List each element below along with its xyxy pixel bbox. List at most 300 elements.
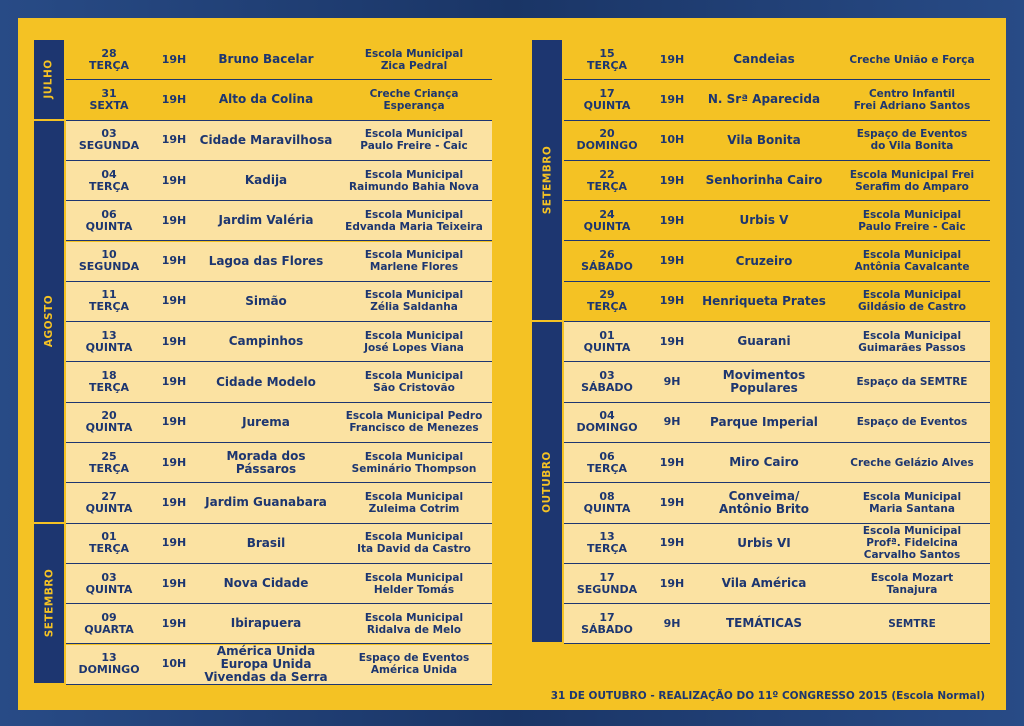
schedule-row	[66, 322, 492, 362]
venue-line: Escola Municipal	[364, 249, 464, 262]
day-number: 03	[599, 369, 615, 383]
schedule-row	[66, 645, 492, 685]
venue-line: Zica Pedral	[380, 59, 448, 72]
schedule-row	[564, 483, 990, 523]
schedule-row	[564, 362, 990, 402]
location-cell	[196, 161, 336, 200]
date-cell	[564, 242, 650, 281]
day-number: 28	[101, 46, 117, 60]
venue-line: Helder Tomás	[373, 583, 455, 596]
location-name: América Unida	[216, 643, 316, 658]
location-cell	[196, 403, 336, 442]
venue-cell	[834, 80, 990, 119]
weekday: TERÇA	[586, 300, 628, 314]
schedule-row	[564, 564, 990, 604]
date-cell	[66, 564, 152, 603]
time: 19H	[659, 294, 685, 308]
weekday: TERÇA	[88, 542, 130, 556]
location-cell	[694, 403, 834, 442]
venue-line: do Vila Bonita	[870, 140, 954, 153]
day-number: 03	[101, 570, 117, 584]
location-name: Campinhos	[228, 334, 304, 349]
time: 9H	[663, 415, 681, 429]
location-cell	[196, 443, 336, 482]
location-name: Urbis V	[739, 213, 789, 228]
day-number: 13	[101, 328, 117, 342]
venue-line: Escola Municipal	[364, 611, 464, 624]
time: 19H	[659, 334, 685, 348]
venue-cell	[834, 483, 990, 522]
time-cell	[152, 524, 196, 563]
date-cell	[66, 443, 152, 482]
date-cell	[564, 483, 650, 522]
location-name: Cruzeiro	[735, 253, 793, 268]
venue-cell	[834, 524, 990, 563]
day-number: 17	[599, 86, 615, 100]
venue-line: Ita David da Castro	[357, 543, 471, 556]
location-cell	[196, 604, 336, 643]
venue-line: Escola Municipal	[862, 525, 962, 538]
venue-cell	[336, 80, 492, 119]
time-cell	[650, 121, 694, 160]
date-cell	[564, 604, 650, 643]
date-cell	[564, 80, 650, 119]
venue-line: Escola Municipal Pedro	[345, 410, 483, 423]
date-cell	[564, 161, 650, 200]
venue-line: Paulo Freire - Caic	[858, 220, 966, 233]
weekday: TERÇA	[586, 179, 628, 193]
date-cell	[66, 121, 152, 160]
venue-cell	[834, 564, 990, 603]
venue-line: Tanajura	[886, 583, 938, 596]
day-number: 04	[599, 409, 615, 423]
time-cell	[650, 564, 694, 603]
location-cell	[694, 242, 834, 281]
venue-cell	[336, 645, 492, 684]
time-cell	[152, 645, 196, 684]
location-cell	[694, 80, 834, 119]
time-cell	[152, 282, 196, 321]
venue-line: Escola Municipal	[862, 289, 962, 302]
venue-line: Escola Municipal	[364, 370, 464, 383]
location-name: Guarani	[737, 334, 791, 349]
weekday: TERÇA	[88, 300, 130, 314]
schedule-row	[66, 40, 492, 80]
day-number: 18	[101, 369, 117, 383]
venue-line: Serafim do Amparo	[855, 180, 969, 193]
venue-cell	[336, 524, 492, 563]
schedule-sheet	[18, 18, 1006, 710]
date-cell	[66, 645, 152, 684]
time: 9H	[663, 616, 681, 630]
time-cell	[650, 604, 694, 643]
schedule-row	[66, 80, 492, 120]
location-cell	[196, 564, 336, 603]
venue-line: Escola Municipal	[364, 289, 464, 302]
location-cell	[694, 40, 834, 79]
venue-line: Zuleima Cotrim	[368, 502, 460, 515]
time: 10H	[659, 133, 685, 147]
venue-line: Espaço da SEMTRE	[856, 376, 968, 389]
location-cell	[196, 282, 336, 321]
weekday: QUINTA	[583, 340, 631, 354]
location-cell	[196, 40, 336, 79]
venue-line: Creche União e Força	[849, 53, 975, 66]
date-cell	[66, 403, 152, 442]
location-name: Parque Imperial	[710, 414, 818, 429]
day-number: 17	[599, 570, 615, 584]
time: 19H	[659, 576, 685, 590]
venue-cell	[336, 483, 492, 522]
location-name: Miro Cairo	[729, 455, 799, 470]
venue-line: Escola Municipal	[364, 571, 464, 584]
venue-cell	[336, 362, 492, 401]
venue-line: Escola Municipal	[364, 168, 464, 181]
weekday: QUINTA	[85, 501, 133, 515]
location-name: Alto da Colina	[218, 92, 314, 107]
weekday: QUINTA	[583, 501, 631, 515]
venue-line: América Unida	[370, 664, 458, 677]
time: 19H	[161, 213, 187, 227]
location-cell	[694, 322, 834, 361]
time-cell	[650, 524, 694, 563]
month-label-outubro	[532, 322, 562, 642]
location-cell	[694, 443, 834, 482]
venue-cell	[834, 201, 990, 240]
location-name: Vila América	[721, 576, 807, 591]
location-name: Candeias	[733, 52, 795, 67]
time-cell	[650, 242, 694, 281]
location-name: Kadija	[244, 173, 288, 188]
time: 9H	[663, 375, 681, 389]
venue-line: Espaço de Eventos	[358, 652, 470, 665]
location-cell	[694, 604, 834, 643]
month-label-agosto	[34, 121, 64, 522]
venue-cell	[834, 443, 990, 482]
venue-line: Escola Municipal	[862, 249, 962, 262]
weekday: QUINTA	[583, 219, 631, 233]
day-number: 27	[101, 489, 117, 503]
time-cell	[650, 201, 694, 240]
venue-line: Escola Municipal	[364, 208, 464, 221]
weekday: SEGUNDA	[78, 139, 140, 153]
weekday: TERÇA	[586, 58, 628, 72]
schedule-row	[564, 524, 990, 564]
time-cell	[650, 403, 694, 442]
time-cell	[152, 242, 196, 281]
venue-line: São Cristovão	[373, 382, 455, 395]
time-cell	[152, 604, 196, 643]
weekday: QUINTA	[85, 421, 133, 435]
schedule-row	[66, 524, 492, 564]
time-cell	[152, 483, 196, 522]
schedule-row	[66, 483, 492, 523]
weekday: SÁBADO	[581, 260, 633, 274]
location-name: Jardim Guanabara	[205, 495, 327, 510]
venue-line: Marlene Flores	[369, 261, 459, 274]
time: 19H	[161, 254, 187, 268]
day-number: 22	[599, 167, 615, 181]
schedule-row	[66, 242, 492, 282]
location-name: TEMÁTICAS	[725, 616, 803, 631]
venue-line: Carvalho Santos	[863, 549, 961, 562]
venue-line: Creche Gelázio Alves	[850, 456, 974, 469]
schedule-row	[564, 322, 990, 362]
day-number: 29	[599, 288, 615, 302]
weekday: TERÇA	[586, 461, 628, 475]
location-cell	[196, 322, 336, 361]
date-cell	[564, 403, 650, 442]
day-number: 26	[599, 248, 615, 262]
time: 19H	[659, 536, 685, 550]
day-number: 03	[101, 127, 117, 141]
venue-cell	[336, 242, 492, 281]
venue-line: Escola Mozart	[870, 571, 954, 584]
weekday: QUINTA	[85, 340, 133, 354]
date-cell	[66, 282, 152, 321]
date-cell	[564, 322, 650, 361]
location-name: Conveima/	[728, 488, 800, 503]
time: 19H	[161, 92, 187, 106]
date-cell	[564, 40, 650, 79]
location-name: Cidade Modelo	[216, 374, 316, 389]
schedule-row	[66, 362, 492, 402]
time-cell	[650, 80, 694, 119]
date-cell	[66, 242, 152, 281]
venue-line: Escola Municipal	[862, 208, 962, 221]
time-cell	[152, 362, 196, 401]
venue-cell	[336, 40, 492, 79]
venue-line: Escola Municipal	[862, 329, 962, 342]
venue-cell	[834, 403, 990, 442]
venue-line: Creche Criança	[369, 87, 459, 100]
time: 19H	[161, 576, 187, 590]
location-cell	[196, 242, 336, 281]
date-cell	[564, 443, 650, 482]
location-name: Senhorinha Cairo	[705, 173, 823, 188]
time-cell	[650, 362, 694, 401]
venue-line: Raimundo Bahia Nova	[349, 180, 479, 193]
venue-line: Zélia Saldanha	[370, 301, 458, 314]
footer-note: 31 DE OUTUBRO - REALIZAÇÃO DO 11º CONGRESSO 2015 (Escola Normal)	[550, 690, 985, 702]
day-number: 17	[599, 610, 615, 624]
schedule-row	[564, 403, 990, 443]
location-name: Lagoa das Flores	[208, 253, 324, 268]
schedule-row	[66, 564, 492, 604]
day-number: 01	[101, 530, 117, 544]
time: 19H	[659, 52, 685, 66]
venue-line: Escola Municipal	[862, 490, 962, 503]
location-name: Nova Cidade	[223, 576, 309, 591]
venue-cell	[834, 40, 990, 79]
location-cell	[196, 362, 336, 401]
schedule-row	[66, 201, 492, 241]
time-cell	[650, 483, 694, 522]
location-cell	[694, 483, 834, 522]
schedule-row	[564, 161, 990, 201]
weekday: SÁBADO	[581, 622, 633, 636]
time: 19H	[161, 173, 187, 187]
location-name: Europa Unida	[220, 656, 312, 671]
time: 19H	[659, 173, 685, 187]
weekday: SÁBADO	[581, 381, 633, 395]
schedule-row	[564, 121, 990, 161]
schedule-row	[564, 282, 990, 322]
venue-line: Espaço de Eventos	[856, 128, 968, 141]
schedule-row	[564, 242, 990, 282]
venue-cell	[834, 121, 990, 160]
month-name: AGOSTO	[43, 294, 56, 348]
location-cell	[694, 564, 834, 603]
weekday: QUARTA	[84, 622, 134, 636]
schedule-row	[564, 443, 990, 483]
time: 19H	[161, 495, 187, 509]
venue-cell	[834, 282, 990, 321]
month-name: OUTUBRO	[541, 451, 553, 514]
venue-line: SEMTRE	[888, 617, 936, 630]
day-number: 06	[101, 207, 117, 221]
location-name: Urbis VI	[737, 535, 791, 550]
venue-cell	[336, 161, 492, 200]
schedule-row	[564, 80, 990, 120]
venue-line: Profª. Fidelcina	[866, 537, 958, 550]
time-cell	[650, 282, 694, 321]
venue-line: Esperança	[383, 99, 445, 112]
date-cell	[66, 201, 152, 240]
time: 19H	[659, 495, 685, 509]
weekday: SEGUNDA	[576, 582, 638, 596]
time: 19H	[659, 92, 685, 106]
time-cell	[650, 443, 694, 482]
location-name: Brasil	[246, 535, 286, 550]
day-number: 04	[101, 167, 117, 181]
venue-line: Antônia Cavalcante	[854, 261, 970, 274]
location-cell	[196, 645, 336, 684]
location-cell	[694, 362, 834, 401]
time-cell	[152, 40, 196, 79]
schedule-row	[564, 40, 990, 80]
time: 19H	[161, 616, 187, 630]
time: 19H	[161, 294, 187, 308]
location-name: Jardim Valéria	[218, 213, 314, 228]
date-cell	[564, 564, 650, 603]
venue-line: Escola Municipal Frei	[849, 168, 975, 181]
time: 19H	[161, 133, 187, 147]
date-cell	[564, 201, 650, 240]
venue-line: Seminário Thompson	[351, 462, 477, 475]
date-cell	[66, 161, 152, 200]
schedule-row	[66, 282, 492, 322]
venue-cell	[834, 322, 990, 361]
venue-cell	[834, 161, 990, 200]
day-number: 11	[101, 288, 117, 302]
venue-cell	[336, 443, 492, 482]
time: 19H	[161, 375, 187, 389]
weekday: DOMINGO	[576, 139, 638, 153]
day-number: 13	[599, 530, 615, 544]
venue-line: Escola Municipal	[364, 329, 464, 342]
day-number: 06	[599, 449, 615, 463]
venue-cell	[336, 564, 492, 603]
date-cell	[564, 524, 650, 563]
time: 10H	[161, 657, 187, 671]
venue-cell	[834, 242, 990, 281]
location-name: Vila Bonita	[727, 132, 801, 147]
schedule-row	[564, 604, 990, 644]
time: 19H	[161, 415, 187, 429]
weekday: QUINTA	[85, 219, 133, 233]
time-cell	[650, 322, 694, 361]
venue-line: Edvanda Maria Teixeira	[345, 220, 483, 233]
venue-line: Escola Municipal	[364, 490, 464, 503]
time-cell	[152, 121, 196, 160]
date-cell	[66, 483, 152, 522]
schedule-row	[564, 201, 990, 241]
weekday: TERÇA	[586, 542, 628, 556]
day-number: 20	[599, 127, 615, 141]
time-cell	[650, 40, 694, 79]
venue-line: Ridalva de Melo	[366, 623, 462, 636]
schedule-row	[66, 443, 492, 483]
day-number: 20	[101, 409, 117, 423]
day-number: 10	[101, 248, 117, 262]
location-name: Antônio Brito	[718, 501, 810, 516]
location-name: Cidade Maravilhosa	[199, 132, 333, 147]
date-cell	[66, 524, 152, 563]
venue-cell	[834, 362, 990, 401]
day-number: 15	[599, 46, 615, 60]
weekday: TERÇA	[88, 58, 130, 72]
time: 19H	[161, 536, 187, 550]
venue-line: Espaço de Eventos	[856, 416, 968, 429]
venue-cell	[834, 604, 990, 643]
location-name: Simão	[245, 293, 287, 308]
schedule-row	[66, 161, 492, 201]
day-number: 01	[599, 328, 615, 342]
location-name: Morada dos Pássaros	[226, 448, 306, 476]
month-name: SETEMBRO	[541, 145, 554, 215]
weekday: DOMINGO	[576, 421, 638, 435]
time: 19H	[161, 52, 187, 66]
month-name: JULHO	[43, 59, 55, 99]
venue-cell	[336, 403, 492, 442]
location-name: Vivendas da Serra	[204, 669, 328, 684]
venue-cell	[336, 282, 492, 321]
location-name: Bruno Bacelar	[218, 52, 314, 67]
day-number: 08	[599, 489, 615, 503]
date-cell	[66, 604, 152, 643]
day-number: 31	[101, 86, 117, 100]
time: 19H	[659, 455, 685, 469]
month-name: SETEMBRO	[43, 568, 56, 638]
location-cell	[196, 483, 336, 522]
weekday: TERÇA	[88, 381, 130, 395]
weekday: DOMINGO	[78, 663, 140, 677]
location-cell	[694, 201, 834, 240]
weekday: SEXTA	[89, 98, 129, 112]
time: 19H	[659, 213, 685, 227]
venue-cell	[336, 322, 492, 361]
time-cell	[152, 403, 196, 442]
location-cell	[196, 121, 336, 160]
venue-line: Frei Adriano Santos	[853, 99, 971, 112]
time: 19H	[161, 334, 187, 348]
weekday: SEGUNDA	[78, 260, 140, 274]
location-name: Jurema	[242, 414, 290, 429]
location-cell	[694, 524, 834, 563]
time-cell	[152, 564, 196, 603]
date-cell	[66, 80, 152, 119]
